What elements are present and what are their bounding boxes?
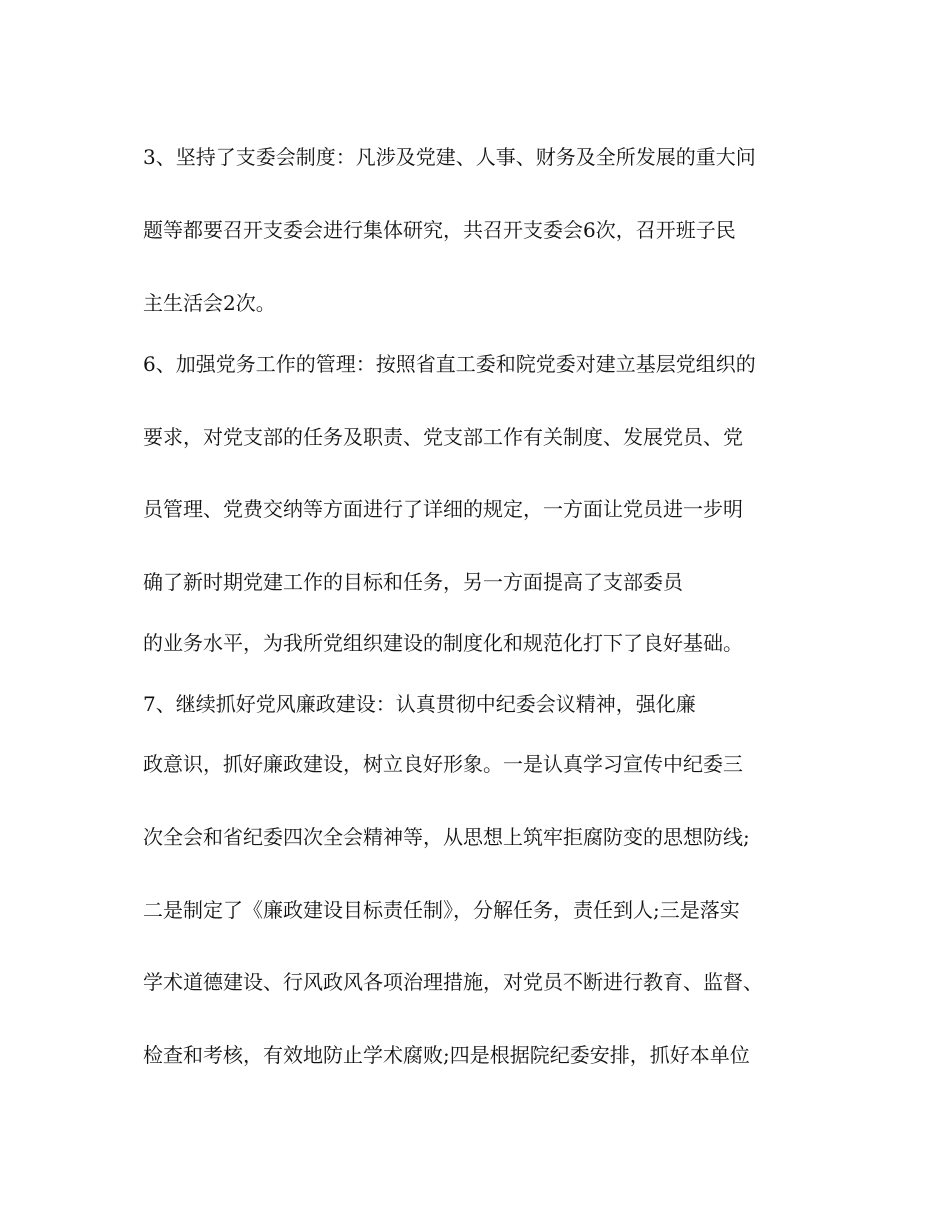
- text-line: 要求，对党支部的任务及职责、党支部工作有关制度、发展党员、党: [143, 425, 743, 449]
- text-line: 员管理、党费交纳等方面进行了详细的规定，一方面让党员进一步明: [143, 497, 743, 521]
- text-line: 次全会和省纪委四次全会精神等，从思想上筑牢拒腐防变的思想防线;: [143, 825, 750, 849]
- text-line: 7、继续抓好党风廉政建设：认真贯彻中纪委会议精神，强化廉: [143, 692, 696, 716]
- text-line: 政意识，抓好廉政建设，树立良好形象。一是认真学习宣传中纪委三: [143, 752, 743, 776]
- text-line: 6、加强党务工作的管理：按照省直工委和院党委对建立基层党组织的: [143, 352, 756, 376]
- text-line: 检查和考核，有效地防止学术腐败;四是根据院纪委安排，抓好本单位: [143, 1043, 750, 1067]
- text-line: 3、坚持了支委会制度：凡涉及党建、人事、财务及全所发展的重大问: [143, 145, 756, 169]
- text-line: 二是制定了《廉政建设目标责任制》，分解任务，责任到人;三是落实: [143, 898, 740, 922]
- text-line: 确了新时期党建工作的目标和任务，另一方面提高了支部委员: [143, 570, 683, 594]
- text-line: 主生活会2次。: [143, 291, 276, 315]
- text-line: 题等都要召开支委会进行集体研究，共召开支委会6次，召开班子民: [143, 218, 736, 242]
- text-line: 学术道德建设、行风政风各项治理措施，对党员不断进行教育、监督、: [143, 970, 763, 994]
- text-line: 的业务水平，为我所党组织建设的制度化和规范化打下了良好基础。: [143, 631, 743, 655]
